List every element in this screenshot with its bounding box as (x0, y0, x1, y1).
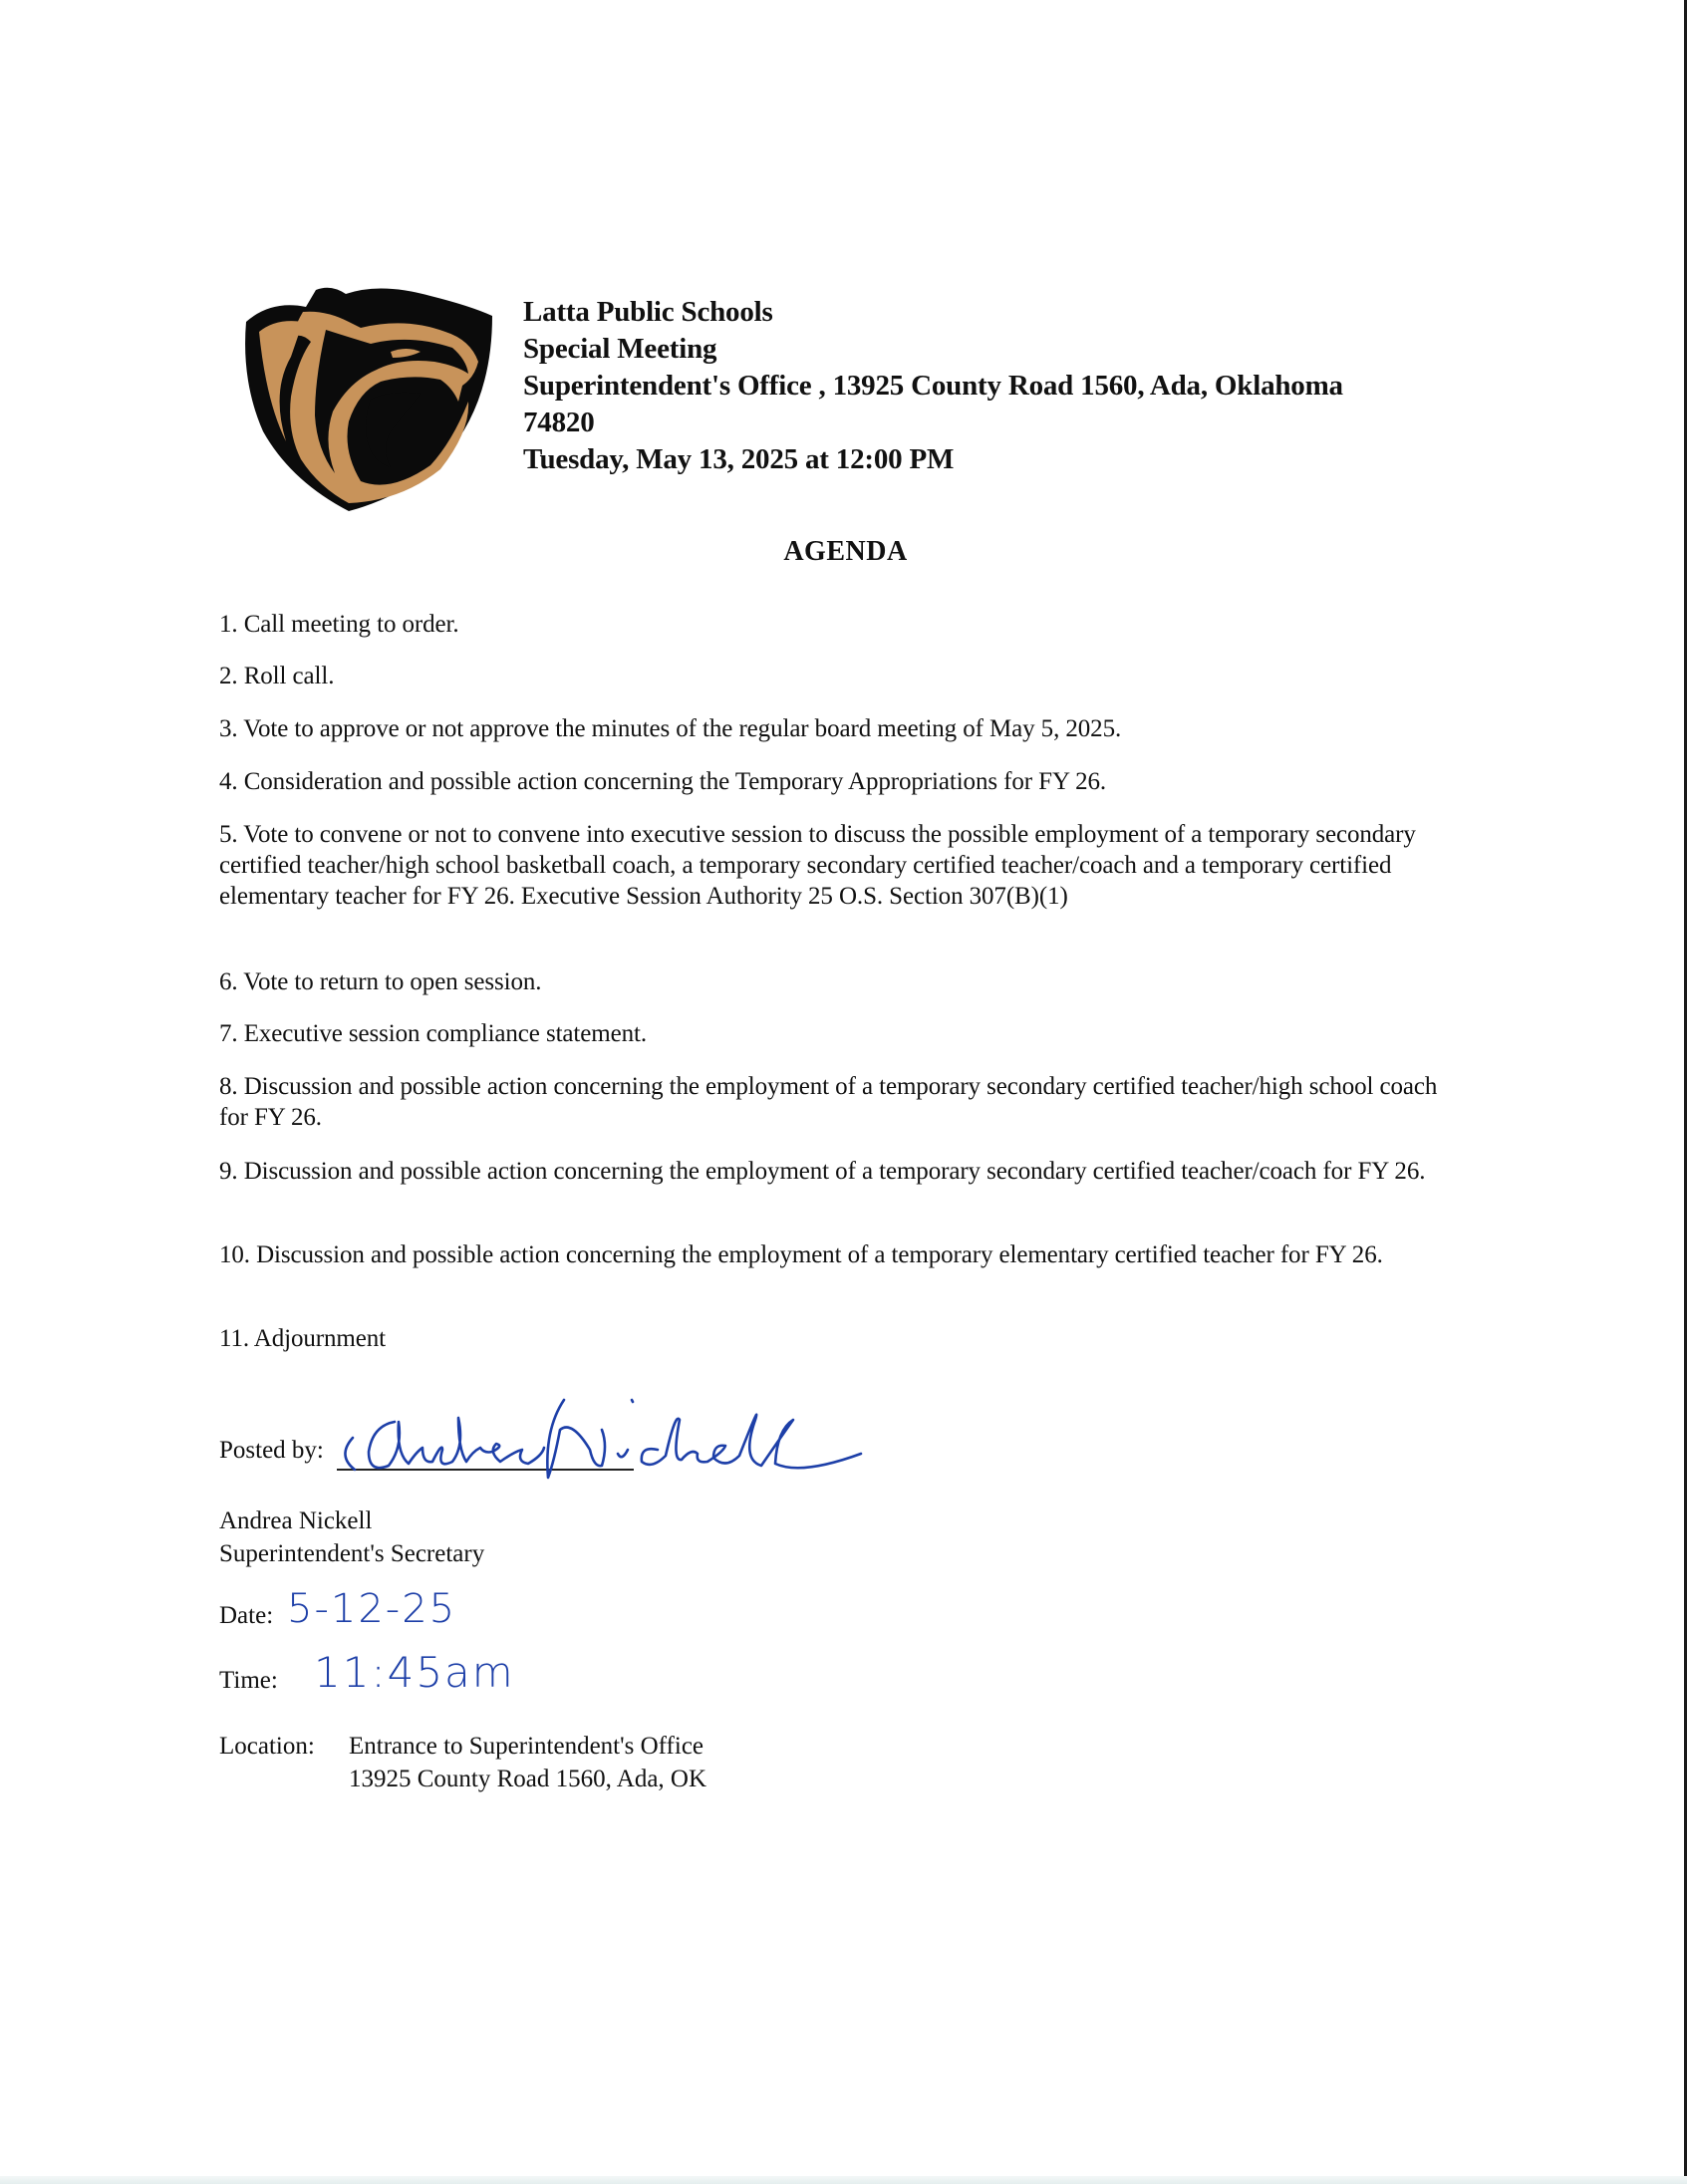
agenda-item: 7. Executive session compliance statement. (219, 1020, 648, 1047)
meeting-type: Special Meeting (523, 333, 717, 365)
posting-location (219, 1730, 706, 1795)
meeting-header (523, 294, 1343, 478)
agenda-item: 1. Call meeting to order. (219, 611, 459, 638)
panther-shield-logo (231, 282, 500, 513)
handwritten-date: 5-12-25 (287, 1586, 457, 1632)
handwritten-signature (333, 1390, 901, 1490)
agenda-title: AGENDA (783, 536, 908, 567)
poster-name: Andrea Nickell (219, 1507, 373, 1534)
meeting-datetime: Tuesday, May 13, 2025 at 12:00 PM (523, 443, 955, 475)
agenda-item: 6. Vote to return to open session. (219, 968, 542, 995)
location-line-1: Entrance to Superintendent's Office (349, 1733, 704, 1760)
meeting-location: Superintendent's Office , 13925 County Road 1560, Ada, Oklahoma (523, 370, 1343, 402)
agenda-item: 2. Roll call. (219, 663, 335, 689)
location-address (349, 1730, 706, 1795)
location-label: Location: (219, 1733, 315, 1760)
page-edge-bottom (0, 2176, 1687, 2184)
handwritten-time: 11:45am (314, 1648, 515, 1697)
agenda-item: 4. Consideration and possible action concerning the Temporary Appropriations for FY 26. (219, 768, 1107, 795)
agenda-item: 9. Discussion and possible action concerning the employment of a temporary secondary certified teacher/coach for FY 26. (219, 1158, 1426, 1185)
poster-info (219, 1504, 484, 1570)
time-label: Time: (219, 1667, 278, 1694)
agenda-item: 10. Discussion and possible action concerning the employment of a temporary elementary certified teacher for FY 26. (219, 1241, 1383, 1268)
agenda-item: 3. Vote to approve or not approve the minutes of the regular board meeting of May 5, 2025. (219, 715, 1122, 742)
date-label: Date: (219, 1602, 274, 1629)
posted-by-label: Posted by: (219, 1437, 324, 1464)
agenda-item: 11. Adjournment (219, 1325, 387, 1352)
agenda-item: 5. Vote to convene or not to convene into executive session to discuss the possible employment of a temporary secondary certified teacher/high school basketball coach, a temporary secondary certified teacher/coach and a temporary certified elementary teacher for FY 26. Executive Session Authority 25 O.S. Section 307(B)(1) (219, 821, 1416, 910)
location-line-2: 13925 County Road 1560, Ada, OK (349, 1766, 707, 1792)
poster-title: Superintendent's Secretary (219, 1540, 485, 1567)
organization-name: Latta Public Schools (523, 296, 773, 328)
meeting-zip: 74820 (523, 407, 595, 438)
agenda-item: 8. Discussion and possible action concerning the employment of a temporary secondary certified teacher/high school coach for FY 26. (219, 1073, 1438, 1131)
